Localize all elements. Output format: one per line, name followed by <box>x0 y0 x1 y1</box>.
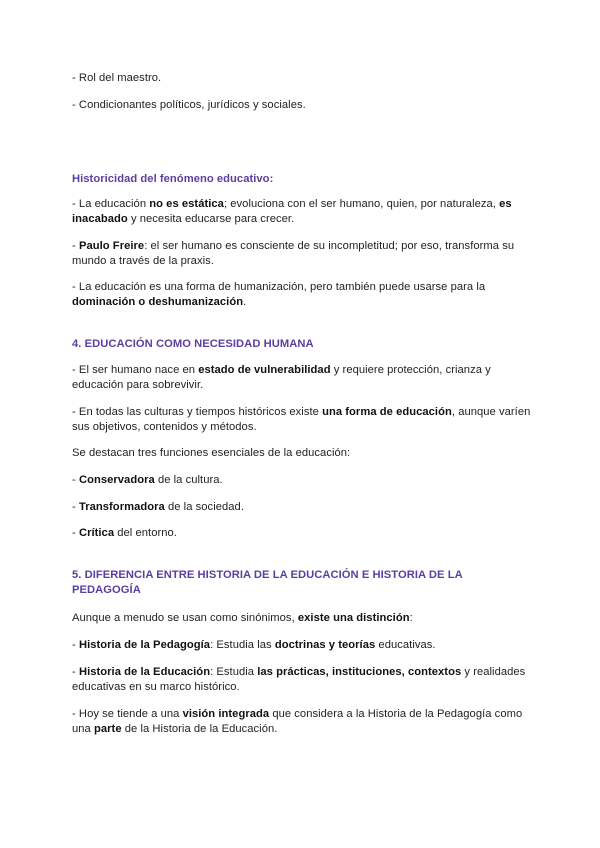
paragraph-rol-maestro: - Rol del maestro. <box>72 72 162 84</box>
paragraph-humanizacion: - La educación es una forma de humanización, pero también puede usarse para la <box>72 281 486 293</box>
paragraph-historia-educacion: - Historia de la Educación: Estudia las prácticas, instituciones, contextos y realidades <box>72 666 526 678</box>
heading-section-5-cont: PEDAGOGÍA <box>72 584 141 596</box>
heading-section-4: 4. EDUCACIÓN COMO NECESIDAD HUMANA <box>72 338 314 350</box>
paragraph-distincion: Aunque a menudo se usan como sinónimos, existe una distinción: <box>72 612 413 624</box>
paragraph-vulnerabilidad-cont: educación para sobrevivir. <box>72 379 204 391</box>
paragraph-culturas-cont: sus objetivos, contenidos y métodos. <box>72 421 257 433</box>
heading-section-5: 5. DIFERENCIA ENTRE HISTORIA DE LA EDUCACIÓN E HISTORIA DE LA <box>72 569 463 581</box>
heading-historicidad: Historicidad del fenómeno educativo: <box>72 173 274 185</box>
paragraph-vision-integrada-cont: una parte de la Historia de la Educación. <box>72 723 278 735</box>
paragraph-paulo-freire-cont: mundo a través de la praxis. <box>72 255 214 267</box>
paragraph-condicionantes: - Condicionantes políticos, jurídicos y sociales. <box>72 99 306 111</box>
paragraph-funciones-intro: Se destacan tres funciones esenciales de la educación: <box>72 447 351 459</box>
paragraph-paulo-freire: - Paulo Freire: el ser humano es consciente de su incompletitud; por eso, transforma su <box>72 240 515 252</box>
list-item-conservadora: - Conservadora de la cultura. <box>72 474 223 486</box>
paragraph-historia-educacion-cont: educativas en su marco histórico. <box>72 681 240 693</box>
list-item-critica: - Crítica del entorno. <box>72 527 177 539</box>
paragraph-vision-integrada: - Hoy se tiende a una visión integrada que considera a la Historia de la Pedagogía como <box>72 708 523 720</box>
list-item-transformadora: - Transformadora de la sociedad. <box>72 501 244 513</box>
paragraph-historicidad-1: - La educación no es estática; evoluciona con el ser humano, quien, por naturaleza, es <box>72 198 512 210</box>
paragraph-historia-pedagogia: - Historia de la Pedagogía: Estudia las doctrinas y teorías educativas. <box>72 639 436 651</box>
paragraph-vulnerabilidad: - El ser humano nace en estado de vulnerabilidad y requiere protección, crianza y <box>72 364 491 376</box>
paragraph-culturas: - En todas las culturas y tiempos históricos existe una forma de educación, aunque varíen <box>72 406 531 418</box>
paragraph-humanizacion-cont: dominación o deshumanización. <box>72 296 247 308</box>
paragraph-historicidad-1-cont: inacabado y necesita educarse para crecer. <box>72 213 295 225</box>
